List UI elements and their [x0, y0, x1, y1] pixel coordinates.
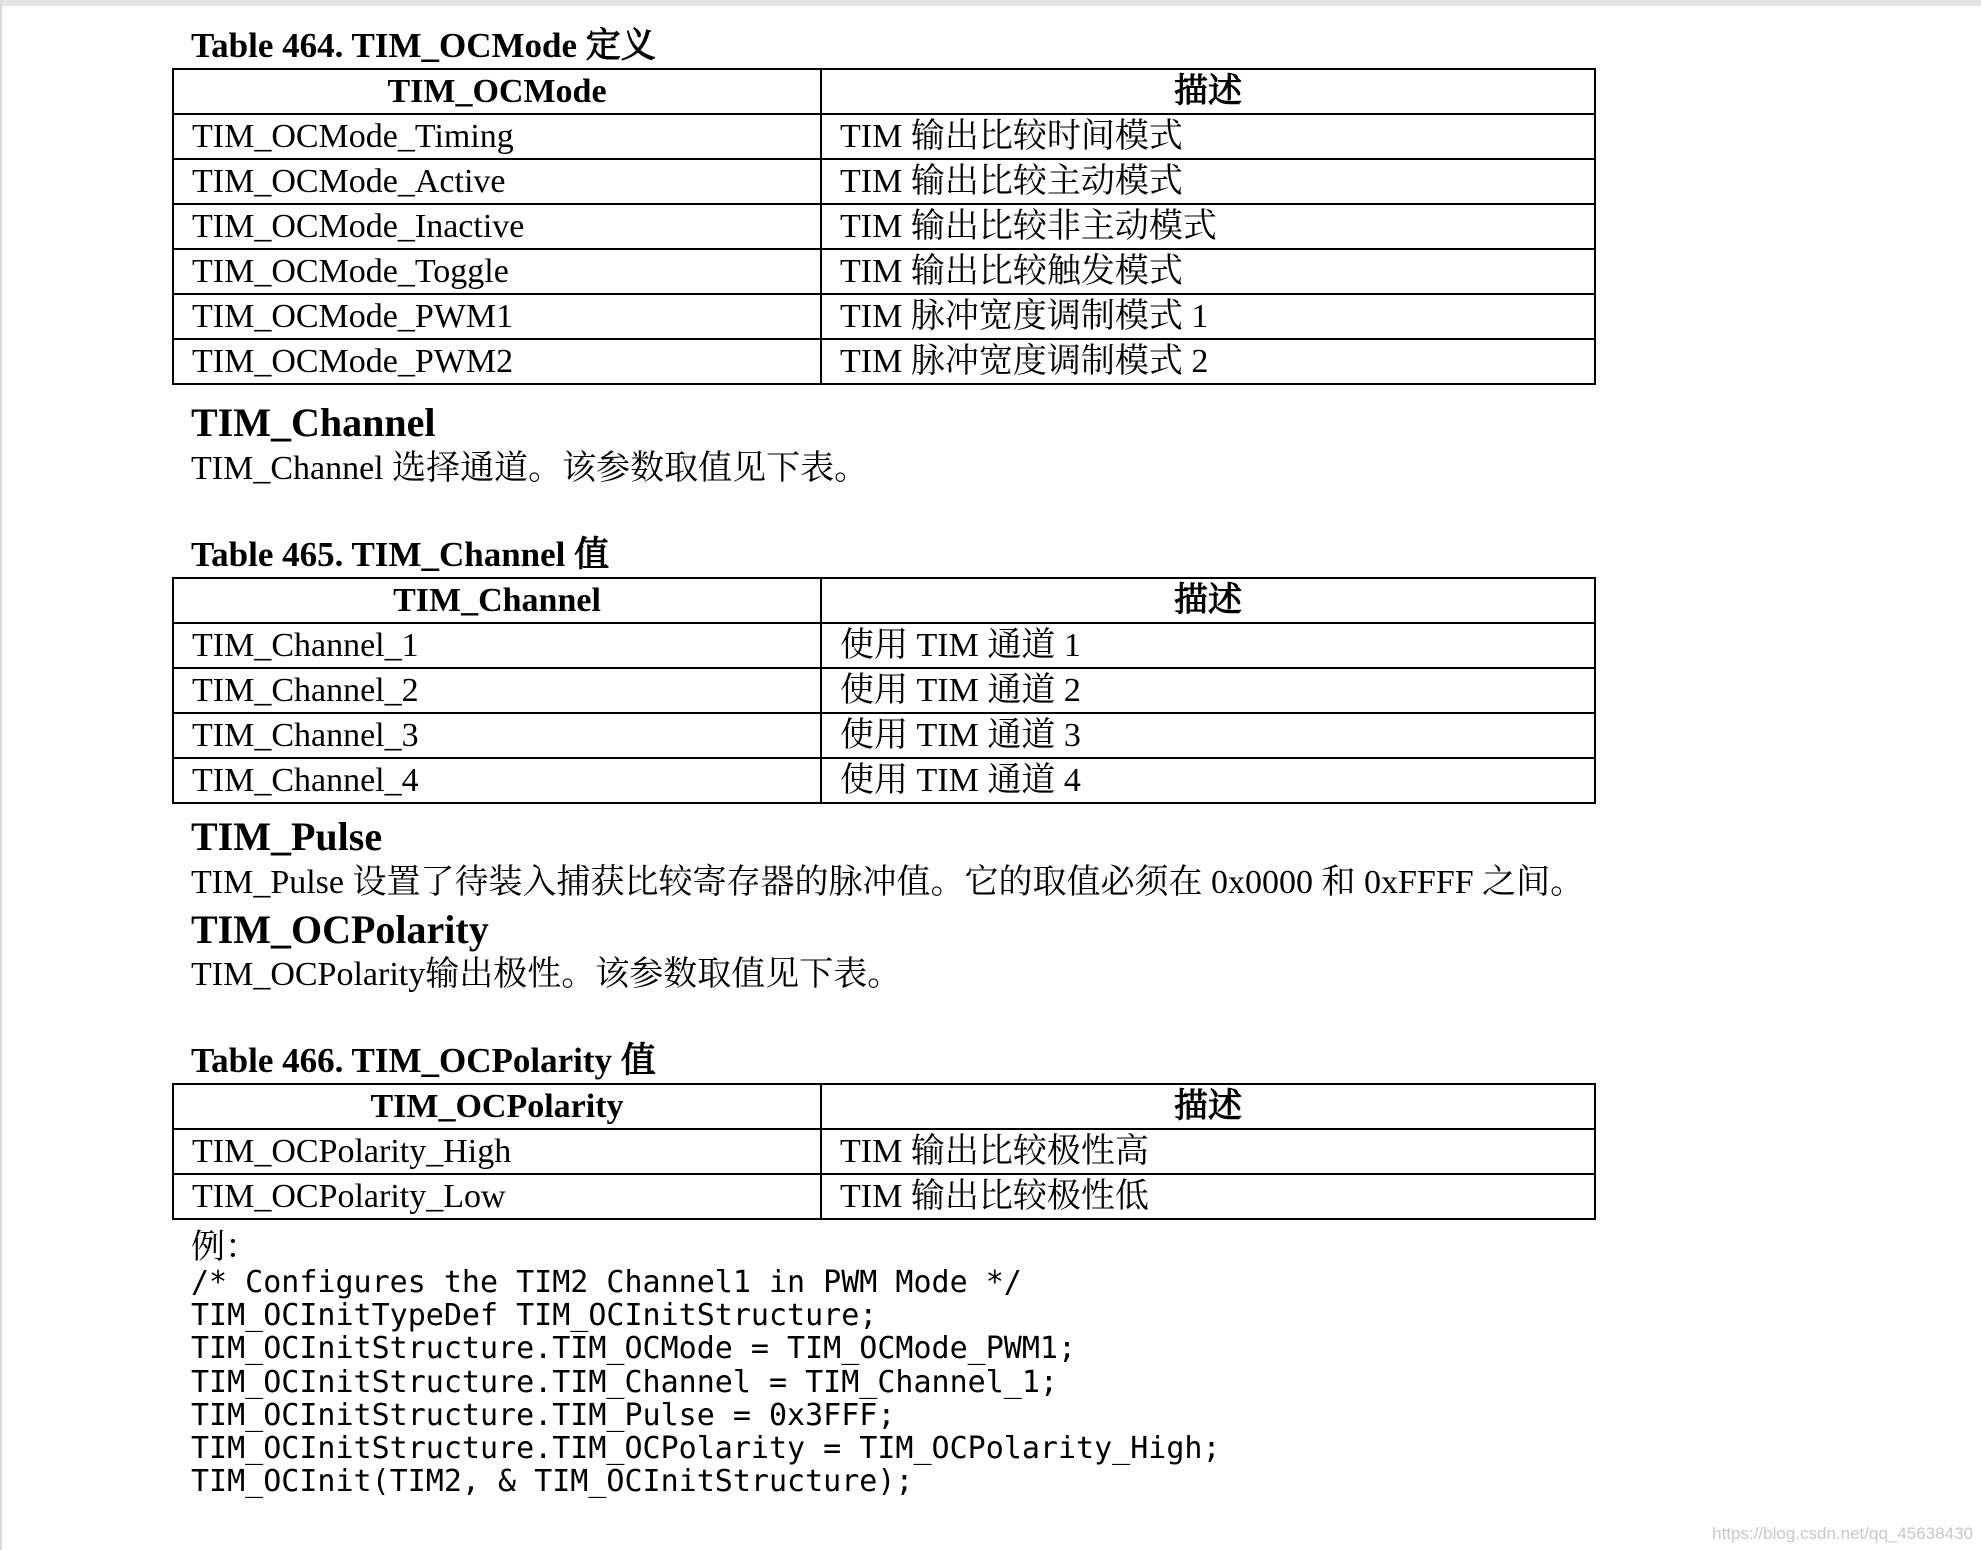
- code-line: TIM_OCInitStructure.TIM_OCPolarity = TIM_OCPolarity_High;: [191, 1430, 1221, 1466]
- code-line: TIM_OCInitTypeDef TIM_OCInitStructure;: [191, 1298, 878, 1334]
- table-466: [172, 1083, 1596, 1220]
- table-row: [173, 249, 1595, 294]
- table-cell-description: TIM 输出比较极性低: [821, 1174, 1595, 1219]
- table-cell-value: TIM_OCMode_Inactive: [173, 204, 821, 249]
- table-cell-value: TIM_OCMode_PWM1: [173, 294, 821, 339]
- code-example: [191, 1266, 1221, 1498]
- code-line: TIM_OCInitStructure.TIM_OCMode = TIM_OCMode_PWM1;: [191, 1331, 1077, 1367]
- channel-description: TIM_Channel 选择通道。该参数取值见下表。: [191, 450, 869, 487]
- table-465-caption: Table 465. TIM_Channel 值: [191, 535, 610, 574]
- table-cell-description: TIM 脉冲宽度调制模式 2: [821, 339, 1595, 384]
- table-cell-description: TIM 输出比较主动模式: [821, 159, 1595, 204]
- table-cell-value: TIM_Channel_1: [173, 623, 821, 668]
- code-line: TIM_OCInitStructure.TIM_Channel = TIM_Channel_1;: [191, 1364, 1058, 1400]
- table-cell-description: 使用 TIM 通道 3: [821, 713, 1595, 758]
- column-header-description: 描述: [821, 578, 1595, 623]
- table-cell-value: TIM_Channel_2: [173, 668, 821, 713]
- table-cell-value: TIM_OCPolarity_Low: [173, 1174, 821, 1219]
- code-line: TIM_OCInit(TIM2, & TIM_OCInitStructure);: [191, 1464, 914, 1500]
- table-cell-value: TIM_OCMode_Toggle: [173, 249, 821, 294]
- table-row: [173, 114, 1595, 159]
- table-row: [173, 668, 1595, 713]
- table-row: [173, 1174, 1595, 1219]
- table-row: [173, 1129, 1595, 1174]
- table-cell-description: 使用 TIM 通道 4: [821, 758, 1595, 803]
- table-cell-description: TIM 输出比较非主动模式: [821, 204, 1595, 249]
- table-cell-description: TIM 脉冲宽度调制模式 1: [821, 294, 1595, 339]
- table-header-row: [173, 1084, 1595, 1129]
- table-row: [173, 623, 1595, 668]
- table-cell-description: TIM 输出比较极性高: [821, 1129, 1595, 1174]
- table-464-caption: Table 464. TIM_OCMode 定义: [191, 26, 656, 65]
- table-cell-description: 使用 TIM 通道 1: [821, 623, 1595, 668]
- column-header-channel: TIM_Channel: [173, 578, 821, 623]
- table-466-caption: Table 466. TIM_OCPolarity 值: [191, 1041, 656, 1080]
- polarity-description: TIM_OCPolarity输出极性。该参数取值见下表。: [191, 956, 902, 993]
- watermark-url: https://blog.csdn.net/qq_45638430: [1712, 1524, 1973, 1543]
- table-row: [173, 713, 1595, 758]
- table-cell-description: 使用 TIM 通道 2: [821, 668, 1595, 713]
- table-cell-value: TIM_OCPolarity_High: [173, 1129, 821, 1174]
- column-header-ocmode: TIM_OCMode: [173, 69, 821, 114]
- table-header-row: [173, 578, 1595, 623]
- column-header-description: 描述: [821, 1084, 1595, 1129]
- table-row: [173, 204, 1595, 249]
- table-cell-value: TIM_Channel_4: [173, 758, 821, 803]
- table-row: [173, 294, 1595, 339]
- table-465: [172, 577, 1596, 804]
- table-row: [173, 339, 1595, 384]
- table-464: [172, 68, 1596, 385]
- table-cell-description: TIM 输出比较触发模式: [821, 249, 1595, 294]
- code-line: /* Configures the TIM2 Channel1 in PWM Mode */: [191, 1265, 1022, 1300]
- column-header-ocpolarity: TIM_OCPolarity: [173, 1084, 821, 1129]
- column-header-description: 描述: [821, 69, 1595, 114]
- code-line: TIM_OCInitStructure.TIM_Pulse = 0x3FFF;: [191, 1397, 896, 1433]
- pulse-description: TIM_Pulse 设置了待装入捕获比较寄存器的脉冲值。它的取值必须在 0x0000 和 0xFFFF 之间。: [191, 864, 1585, 901]
- table-cell-value: TIM_Channel_3: [173, 713, 821, 758]
- table-cell-value: TIM_OCMode_PWM2: [173, 339, 821, 384]
- table-row: [173, 758, 1595, 803]
- table-row: [173, 159, 1595, 204]
- table-cell-value: TIM_OCMode_Active: [173, 159, 821, 204]
- channel-heading: TIM_Channel: [191, 400, 436, 445]
- table-header-row: [173, 69, 1595, 114]
- table-cell-value: TIM_OCMode_Timing: [173, 114, 821, 159]
- pulse-heading: TIM_Pulse: [191, 814, 383, 859]
- table-cell-description: TIM 输出比较时间模式: [821, 114, 1595, 159]
- polarity-heading: TIM_OCPolarity: [191, 907, 489, 952]
- example-label: 例：: [191, 1229, 259, 1266]
